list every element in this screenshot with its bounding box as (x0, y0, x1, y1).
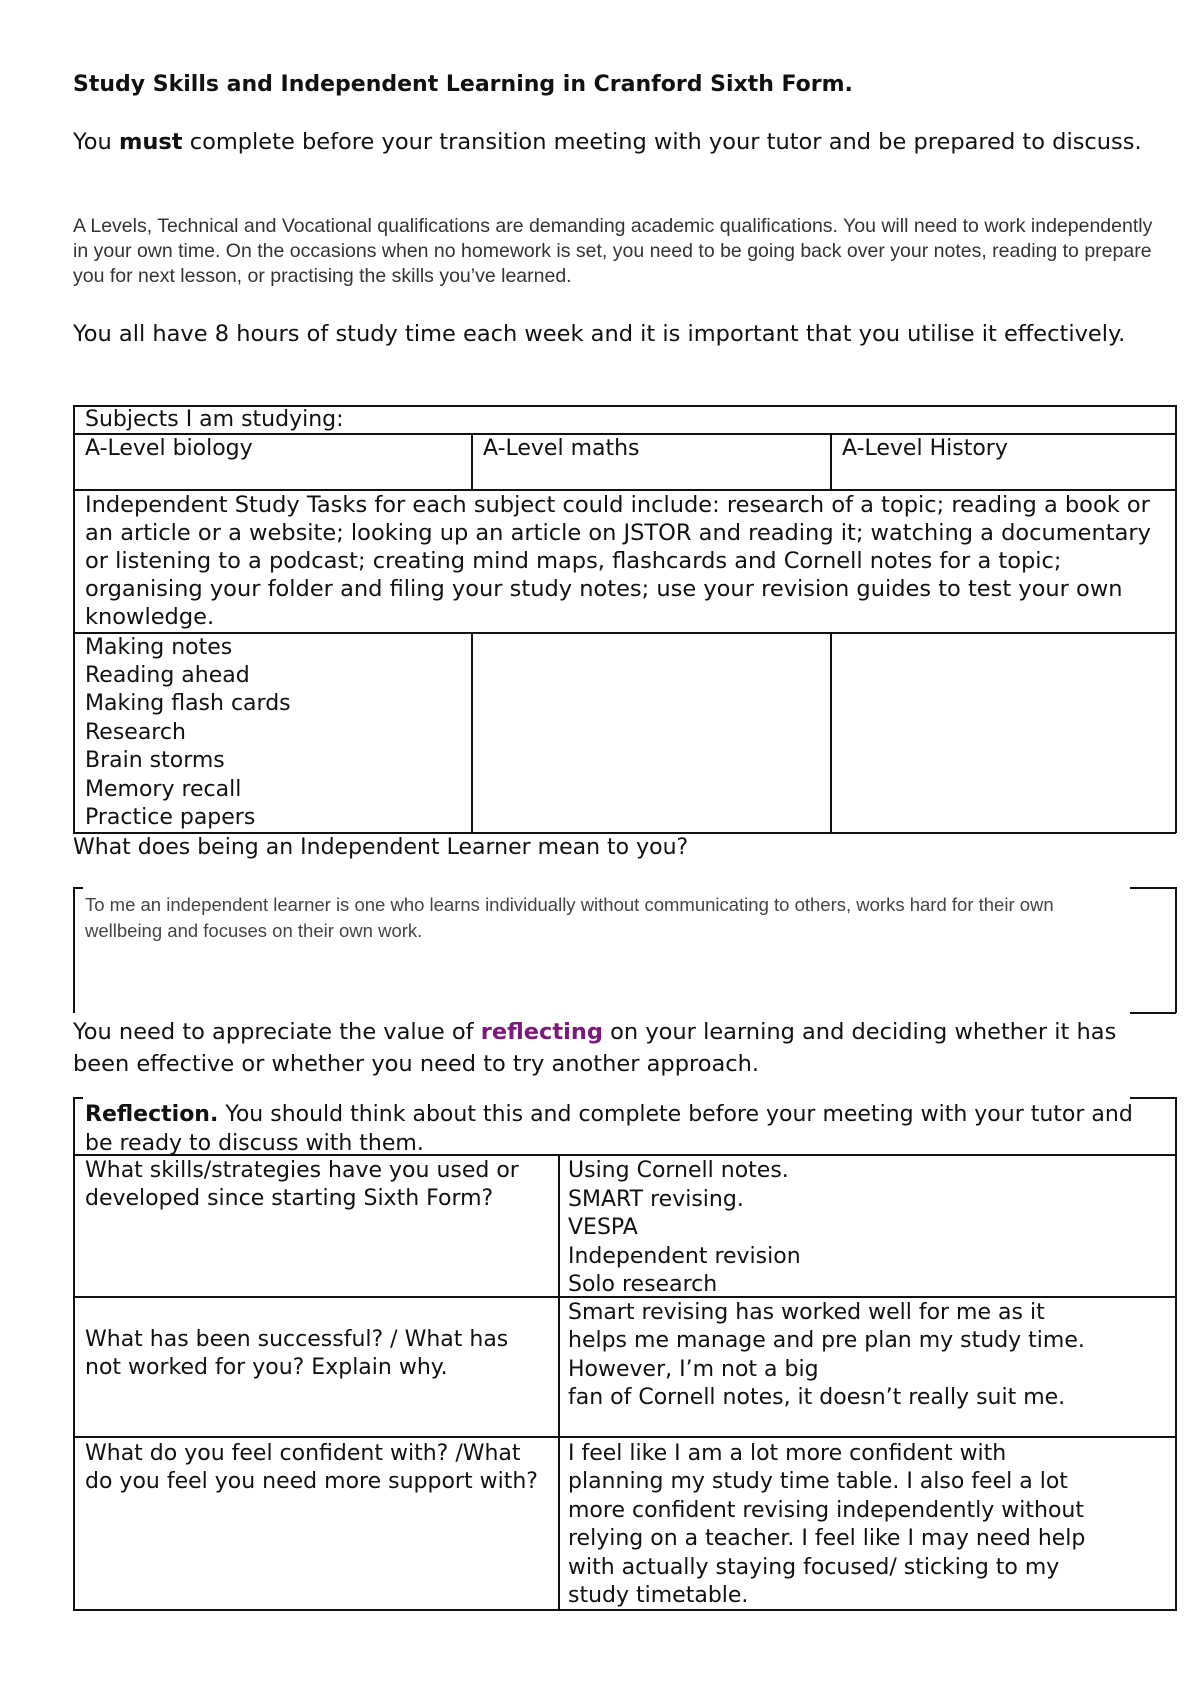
table-border (73, 1097, 83, 1099)
table-border (1175, 405, 1177, 833)
reflection-answer-line: VESPA (568, 1215, 638, 1240)
table-border (830, 632, 832, 833)
table-border (471, 632, 473, 833)
reflection-question-2: What has been successful? / What has not worked for you? Explain why. (85, 1327, 509, 1380)
subject-3: A-Level History (842, 436, 1008, 461)
reflection-answer-line: study timetable. (568, 1583, 749, 1608)
task-item: Practice papers (85, 805, 256, 830)
reflection-answer-line: Using Cornell notes. (568, 1158, 789, 1183)
reflection-heading-bold: Reflection. (85, 1102, 219, 1127)
table-border (1175, 1097, 1177, 1611)
document-title: Study Skills and Independent Learning in Cranford Sixth Form. (73, 72, 853, 97)
subject-1: A-Level biology (85, 436, 253, 461)
reflecting-text: You need to appreciate the value of (73, 1019, 481, 1045)
instruction-text: You (73, 129, 119, 155)
reflection-answer-line: more confident revising independently without (568, 1498, 1085, 1523)
reflection-answer-line: helps me manage and pre plan my study time. (568, 1328, 1085, 1353)
table-border (471, 433, 473, 490)
independent-learner-answer: To me an independent learner is one who learns individually without communicating to others, works hard for their own wellbeing and focuses on their own work. (85, 894, 1054, 941)
table-border (73, 405, 75, 833)
independent-learner-question: What does being an Independent Learner mean to you? (73, 835, 689, 860)
reflection-answer-line: I feel like I am a lot more confident with (568, 1441, 1007, 1466)
instruction-must (73, 128, 1153, 156)
task-item: Brain storms (85, 748, 225, 773)
reflection-question-3: What do you feel confident with? /What do you feel you need more support with? (85, 1441, 538, 1494)
reflection-answer-line: Independent revision (568, 1244, 801, 1269)
reflection-answer-line: Solo research (568, 1272, 718, 1297)
table-border (73, 1436, 1176, 1438)
reflection-answer-line: fan of Cornell notes, it doesn’t really suit me. (568, 1385, 1066, 1410)
reflection-question-1: What skills/strategies have you used or developed since starting Sixth Form? (85, 1158, 519, 1211)
instruction-text: complete before your transition meeting with your tutor and be prepared to discuss. (182, 129, 1142, 155)
instruction-emphasis: must (118, 129, 183, 155)
reflecting-paragraph (73, 1016, 1153, 1080)
subject-2: A-Level maths (483, 436, 640, 461)
reflection-heading-text: You should think about this and complete before your meeting with your tutor and be ready to discuss with them. (85, 1102, 1133, 1156)
reflection-answer-line: relying on a teacher. I feel like I may need help (568, 1526, 1086, 1551)
box-border (1130, 1012, 1176, 1014)
subjects-header: Subjects I am studying: (85, 407, 344, 432)
reflection-answer-line: However, I’m not a big (568, 1357, 819, 1382)
intro-paragraph: A Levels, Technical and Vocational qualifications are demanding academic qualifications. You will need to work independently in your own time. On the occasions when no homework is set, you need to be going back over your notes, reading to prepare you for next lesson, or practising the skills you’ve learned. (73, 215, 1153, 287)
box-border (73, 887, 83, 889)
study-tasks-text: Independent Study Tasks for each subject could include: research of a topic; reading a book or an article or a website; looking up an article on JSTOR and reading it; watching a documentary or listening to a podcast; creating mind maps, flashcards and Cornell notes for a topic; organising your folder and filing your study notes; use your revision guides to test your own knowledge. (85, 492, 1151, 630)
box-border (1175, 887, 1177, 1013)
task-item: Making flash cards (85, 691, 291, 716)
table-border (558, 1154, 560, 1610)
table-border (830, 433, 832, 490)
study-time-paragraph: You all have 8 hours of study time each week and it is important that you utilise it effectively. (73, 321, 1126, 347)
reflecting-text: on your learning and deciding whether it has been effective or whether you need to try another approach. (73, 1019, 1117, 1077)
task-item: Making notes (85, 635, 233, 660)
reflection-answer-line: SMART revising. (568, 1187, 744, 1212)
reflection-answer-line: with actually staying focused/ sticking to my (568, 1555, 1060, 1580)
task-item: Research (85, 720, 186, 745)
reflection-answer-line: planning my study time table. I also feel a lot (568, 1469, 1068, 1494)
box-border (1130, 887, 1176, 889)
table-border (1130, 1097, 1176, 1099)
table-border (73, 1097, 75, 1611)
box-border (73, 887, 75, 1013)
reflecting-keyword: reflecting (480, 1019, 603, 1045)
reflection-answer-line: Smart revising has worked well for me as it (568, 1300, 1045, 1325)
task-item: Memory recall (85, 777, 242, 802)
table-border (73, 832, 1176, 834)
task-item: Reading ahead (85, 663, 250, 688)
reflection-heading (85, 1100, 1145, 1158)
table-border (73, 632, 1176, 634)
